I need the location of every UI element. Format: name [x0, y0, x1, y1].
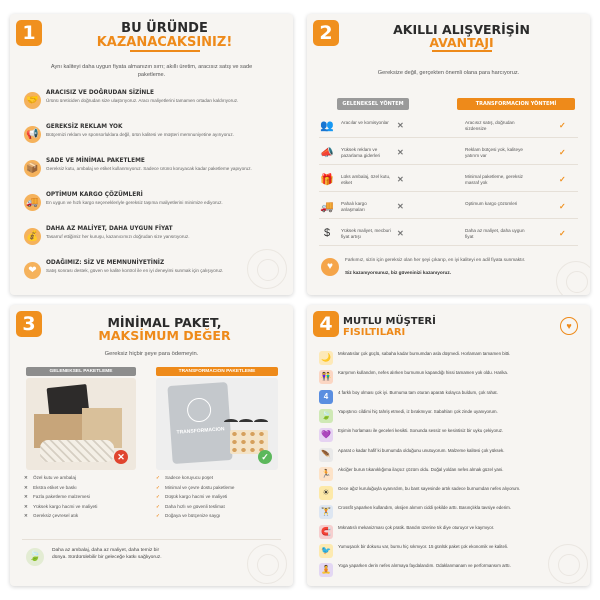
testimonial-item — [319, 349, 582, 368]
cross-icon: ✕ — [24, 484, 28, 490]
feature-item — [24, 124, 283, 158]
sun-icon: ☀ — [319, 486, 333, 500]
testimonial-text: Karşımın kullandım, nefes alırken burnumun kapandığı hissi tamamen yok oldu. Harika. — [338, 370, 509, 376]
runner-icon: 🏃 — [319, 467, 333, 481]
check-icon: ✓ — [156, 484, 160, 490]
list-item-text: Daha hızlı ve güvenli teslimat — [165, 503, 225, 509]
comparison-row — [319, 170, 578, 192]
panel-number: 4 — [313, 311, 339, 337]
panel-benefits — [10, 14, 293, 295]
testimonial-text: Aparat o kadar hafif ki burnumda olduğunu unutuyorum. Malzeme kalitesi çok yüksek. — [338, 447, 505, 453]
testimonial-text: Mıknatıslı mekanizması çok pratik. Bandın üzerine tık diye oturuyor ve kaymıyor. — [338, 524, 495, 530]
people-icon: 👥 — [320, 120, 334, 132]
feature-description: En uygun ve hızlı kargo seçenekleriyle gereksiz taşıma maliyetlerini minimize ediyoruz. — [46, 200, 223, 205]
testimonial-text: Eşimin horlaması ile geceleri kesikti. Sonunda sessiz ve kesintisiz bir uyku çekiyoruz. — [338, 428, 504, 434]
label-traditional-packaging: GELENEKSEL PAKETLEME — [26, 367, 136, 376]
testimonial-item — [319, 523, 582, 542]
testimonial-item — [319, 446, 582, 465]
number-four-icon: 4 — [319, 390, 333, 404]
meditation-icon: 🧘 — [319, 563, 333, 577]
panel-title: MUTLU MÜŞTERİ FISILTILARI — [343, 316, 436, 338]
comparison-row — [319, 197, 578, 219]
list-item-text: Fazla paketleme malzemesi — [33, 494, 90, 500]
panel-title: MİNİMAL PAKET, MAKSİMUM DEĞER — [98, 315, 231, 344]
speech-heart-icon: ♥ — [560, 317, 578, 335]
testimonial-text: Yoga yaparken derin nefes alırmaya faydalandım. Odaklanmanam ve performansım arttı. — [338, 563, 511, 569]
lion-watermark-icon — [556, 261, 590, 295]
cross-icon: ✕ — [397, 229, 404, 238]
check-icon: ✓ — [559, 175, 566, 184]
testimonial-item — [319, 503, 582, 522]
traditional-list-item — [24, 502, 144, 512]
traditional-text: Aracılar ve komisyonlar — [341, 120, 389, 125]
feature-heading: OPTİMUM KARGO ÇÖZÜMLERİ — [46, 192, 143, 198]
comparison-row — [319, 116, 578, 138]
testimonial-text: Mıknatıslar çok güçlü, sabaha kadar burnumdan asla düşmedi. Horlamam tamamen bitti. — [338, 351, 511, 356]
truck-icon: 🚚 — [24, 194, 41, 211]
feature-description: Satış sonrası destek, güven ve kalite kontrol ile en iyi deneyimi sunmak için çalışıyoruz. — [46, 268, 224, 273]
comparison-row — [319, 143, 578, 165]
moon-icon: 🌙 — [319, 351, 333, 365]
column-header-transformacion: TRANSFORMACION YÖNTEMİ — [457, 98, 575, 110]
feature-heading: SADE VE MİNİMAL PAKETLEME — [46, 158, 145, 164]
list-item-text: Düşük kargo hacmi ve maliyeti — [165, 494, 228, 500]
panel-number: 2 — [313, 20, 339, 46]
traditional-list-item — [24, 483, 144, 493]
testimonial-item — [319, 388, 582, 407]
cross-icon: ✕ — [24, 513, 28, 519]
handshake-icon: 🤝 — [24, 92, 41, 109]
transformacion-list-item — [156, 502, 284, 512]
column-header-traditional: GELENEKSEL YÖNTEM — [337, 98, 409, 110]
testimonial-text: Yapıştırıcı cildimi hiç tahriş etmedi, iz bırakmıyor. Sabahları çok zinde uyanıyorum. — [338, 408, 498, 414]
truck-icon: 🚚 — [320, 201, 334, 213]
panel-testimonials — [307, 305, 590, 586]
transformacion-text: Aracısız satış, doğrudan sizdensize — [465, 120, 515, 131]
testimonial-item — [319, 465, 582, 484]
row-divider — [319, 245, 578, 246]
panel-subtitle: Gereksiz hiçbir şeye para ödemeyin. — [104, 351, 199, 357]
transformacion-packaging-image: TRANSFORMACION ✓ — [156, 378, 278, 470]
list-item-text: Doğaya ve bütçenize saygı — [165, 513, 221, 519]
label-transformacion-packaging: TRANSFORMACION PAKETLEME — [156, 367, 278, 376]
transformacion-list-item — [156, 473, 284, 483]
megaphone-icon: 📣 — [320, 147, 334, 159]
check-icon: ✓ — [559, 121, 566, 130]
lion-watermark-icon — [247, 249, 287, 289]
panel-number: 3 — [16, 311, 42, 337]
cross-icon: ✕ — [397, 202, 404, 211]
feature-heading: ARACISIZ VE DOĞRUDAN SİZİNLE — [46, 90, 154, 96]
feature-description: Tasarruf ettiğimiz her kuruşu, kazanıcımızı doğrudan size yansıtıyoruz. — [46, 234, 190, 239]
list-item-text: Yüksek kargo hacmi ve maliyeti — [33, 503, 98, 509]
testimonial-item — [319, 407, 582, 426]
cross-icon: ✕ — [397, 148, 404, 157]
testimonial-item — [319, 426, 582, 445]
feature-heading: GEREKSİZ REKLAM YOK — [46, 124, 123, 130]
panel-packaging — [10, 305, 293, 586]
transformacion-text: Reklam bütçesi yok, kaliteye yatırım var — [465, 147, 523, 158]
testimonial-item — [319, 368, 582, 387]
gift-icon: 🎁 — [320, 174, 334, 186]
traditional-list-item — [24, 511, 144, 521]
infographic-grid — [10, 14, 590, 586]
cross-icon: ✕ — [397, 121, 404, 130]
feature-item — [24, 90, 283, 124]
panel-title: AKILLI ALIŞVERİŞİN AVANTAJI — [339, 23, 584, 52]
traditional-list-item — [24, 492, 144, 502]
coin-icon: $ — [323, 227, 331, 239]
feature-description: Ürünü üreticiden doğrudan size ulaştırıyoruz. Aracı maliyetlerini tamamen ortadan kaldırıyoruz. — [46, 98, 239, 103]
row-divider — [319, 218, 578, 219]
row-divider — [319, 137, 578, 138]
feature-description: Bütçemizi reklam ve sponsorluklara değil, ürün kalitesi ve müşteri memnuniyetine ayırıyoruz. — [46, 132, 234, 137]
heart-icon: ♥ — [321, 258, 339, 276]
check-icon: ✓ — [559, 229, 566, 238]
testimonial-item — [319, 542, 582, 561]
check-icon: ✓ — [156, 475, 160, 480]
list-item-text: Minimal ve çevre dostu paketleme — [165, 484, 235, 490]
box-icon: 📦 — [24, 160, 41, 177]
feature-heading: DAHA AZ MALİYET, DAHA UYGUN FİYAT — [46, 226, 173, 232]
testimonial-text: Crossfit yaparken kullandım, oksijen alımım ciddi şekilde arttı. Basınçlıkla tavsiye ederim. — [338, 505, 512, 511]
traditional-list — [24, 473, 144, 521]
check-icon: ✓ — [156, 494, 160, 500]
traditional-text: Yüksek maliyet, mecburi fiyat artışı — [341, 228, 391, 239]
row-divider — [319, 191, 578, 192]
row-divider — [319, 164, 578, 165]
traditional-packaging-image — [26, 378, 136, 470]
cross-icon: ✕ — [24, 475, 28, 480]
feature-item — [24, 226, 283, 260]
megaphone-icon: 📢 — [24, 126, 41, 143]
panel-subtitle: Gereksize değil, gerçekten önemli olana para harcıyoruz. — [377, 70, 520, 76]
cross-icon: ✕ — [114, 450, 128, 464]
check-icon: ✓ — [156, 513, 160, 519]
transformacion-text: Optimum kargo çözümleri — [465, 201, 518, 206]
traditional-text: Yüksek reklam ve pazarlama giderleri — [341, 147, 381, 158]
feature-item — [24, 192, 283, 226]
list-item-text: Sadece koruyucu poşet — [165, 475, 214, 480]
list-item-text: Özel kutu ve ambalaj — [33, 475, 76, 480]
transformacion-text: Daha az maliyet, daha uygun fiyat — [465, 228, 525, 239]
transformacion-text: Minimal paketleme, gereksiz masraf yok — [465, 174, 523, 185]
cross-icon: ✕ — [397, 175, 404, 184]
testimonial-text: Yumuşacık bir dokusu var, burnu hiç sıkmıyor. 15 günlük paket çok ekonomik ve kaliteli. — [338, 544, 509, 549]
transformacion-list — [156, 473, 284, 521]
testimonial-text: Gece ağız kuruluğuyla uyanırdım, bu bant sayesinde artık sadece burnumdan nefes alıyorum. — [338, 486, 521, 492]
transformacion-list-item — [156, 483, 284, 493]
panel-advantage — [307, 14, 590, 295]
heart-icon: 💜 — [319, 428, 333, 442]
feature-item — [24, 158, 283, 192]
transformacion-list-item — [156, 511, 284, 521]
magnet-icon: 🧲 — [319, 525, 333, 539]
summary-note: ♥ Farkımız, sizin için gereksiz olan her şeyi çıkarıp, en iyi kaliteyi en adil fiyata sunmaktır. Siz kazanıyorsunuz, biz güveninizi kazanıyoruz. — [321, 254, 576, 284]
comparison-row — [319, 224, 578, 246]
leaf-icon: 🍃 — [26, 548, 44, 566]
sustainability-note: 🍃 Daha az ambalaj, daha az maliyet, daha temiz bir dünya. Sürdürülebilir bir geleceğe katkı sağlıyoruz. — [22, 539, 281, 575]
traditional-list-item — [24, 473, 144, 483]
check-icon: ✓ — [559, 148, 566, 157]
feather-icon: 🪶 — [319, 448, 333, 462]
traditional-text: Pahalı kargo anlaşmaları — [341, 201, 367, 212]
panel-title: BU ÜRÜNDE KAZANACAKSINIZ! — [42, 22, 287, 52]
dumbbell-icon: 🏋 — [319, 505, 333, 519]
lion-watermark-icon — [548, 544, 588, 584]
testimonial-text: 4 farklı boy olması çok iyi. Burnuma tam oturan aparatı kolayca buldum, çok rahat. — [338, 389, 498, 395]
couple-icon: 👫 — [319, 370, 333, 384]
panel-number: 1 — [16, 20, 42, 46]
heart-icon: ❤ — [24, 262, 41, 279]
leaf-icon: 🍃 — [319, 409, 333, 423]
traditional-text: Lüks ambalaj, özel kutu, etiket — [341, 174, 391, 185]
cross-icon: ✕ — [24, 503, 28, 509]
check-icon: ✓ — [559, 202, 566, 211]
transformacion-list-item — [156, 492, 284, 502]
hand-coin-icon: 💰 — [24, 228, 41, 245]
lion-watermark-icon — [247, 544, 287, 584]
list-item-text: Gereksiz çevresel atık — [33, 513, 79, 519]
testimonial-item — [319, 484, 582, 503]
cross-icon: ✕ — [24, 494, 28, 500]
check-icon: ✓ — [156, 503, 160, 509]
list-item-text: Ekstra etiket ve baskı — [33, 484, 77, 490]
testimonial-item — [319, 561, 582, 580]
bird-icon: 🐦 — [319, 544, 333, 558]
feature-heading: ODAĞIMIZ: SİZ VE MEMNUNİYETİNİZ — [46, 260, 165, 266]
feature-description: Gereksiz kutu, ambalaj ve etiket kullanmıyoruz. Sadece ürünü koruyacak kadar paketleme yapıyoruz. — [46, 166, 252, 171]
testimonial-text: Akciğer burun tıkanıklığıma ilaçsız çözüm oldu. Doğal yoldan nefes almak güzel yani. — [338, 466, 504, 472]
feature-item — [24, 260, 283, 294]
check-icon: ✓ — [258, 450, 272, 464]
panel-subtitle: Aynı kaliteyi daha uygun fiyata almanızın sırrı; akıllı üretim, aracısız satış ve sade paketleme. — [50, 64, 253, 78]
